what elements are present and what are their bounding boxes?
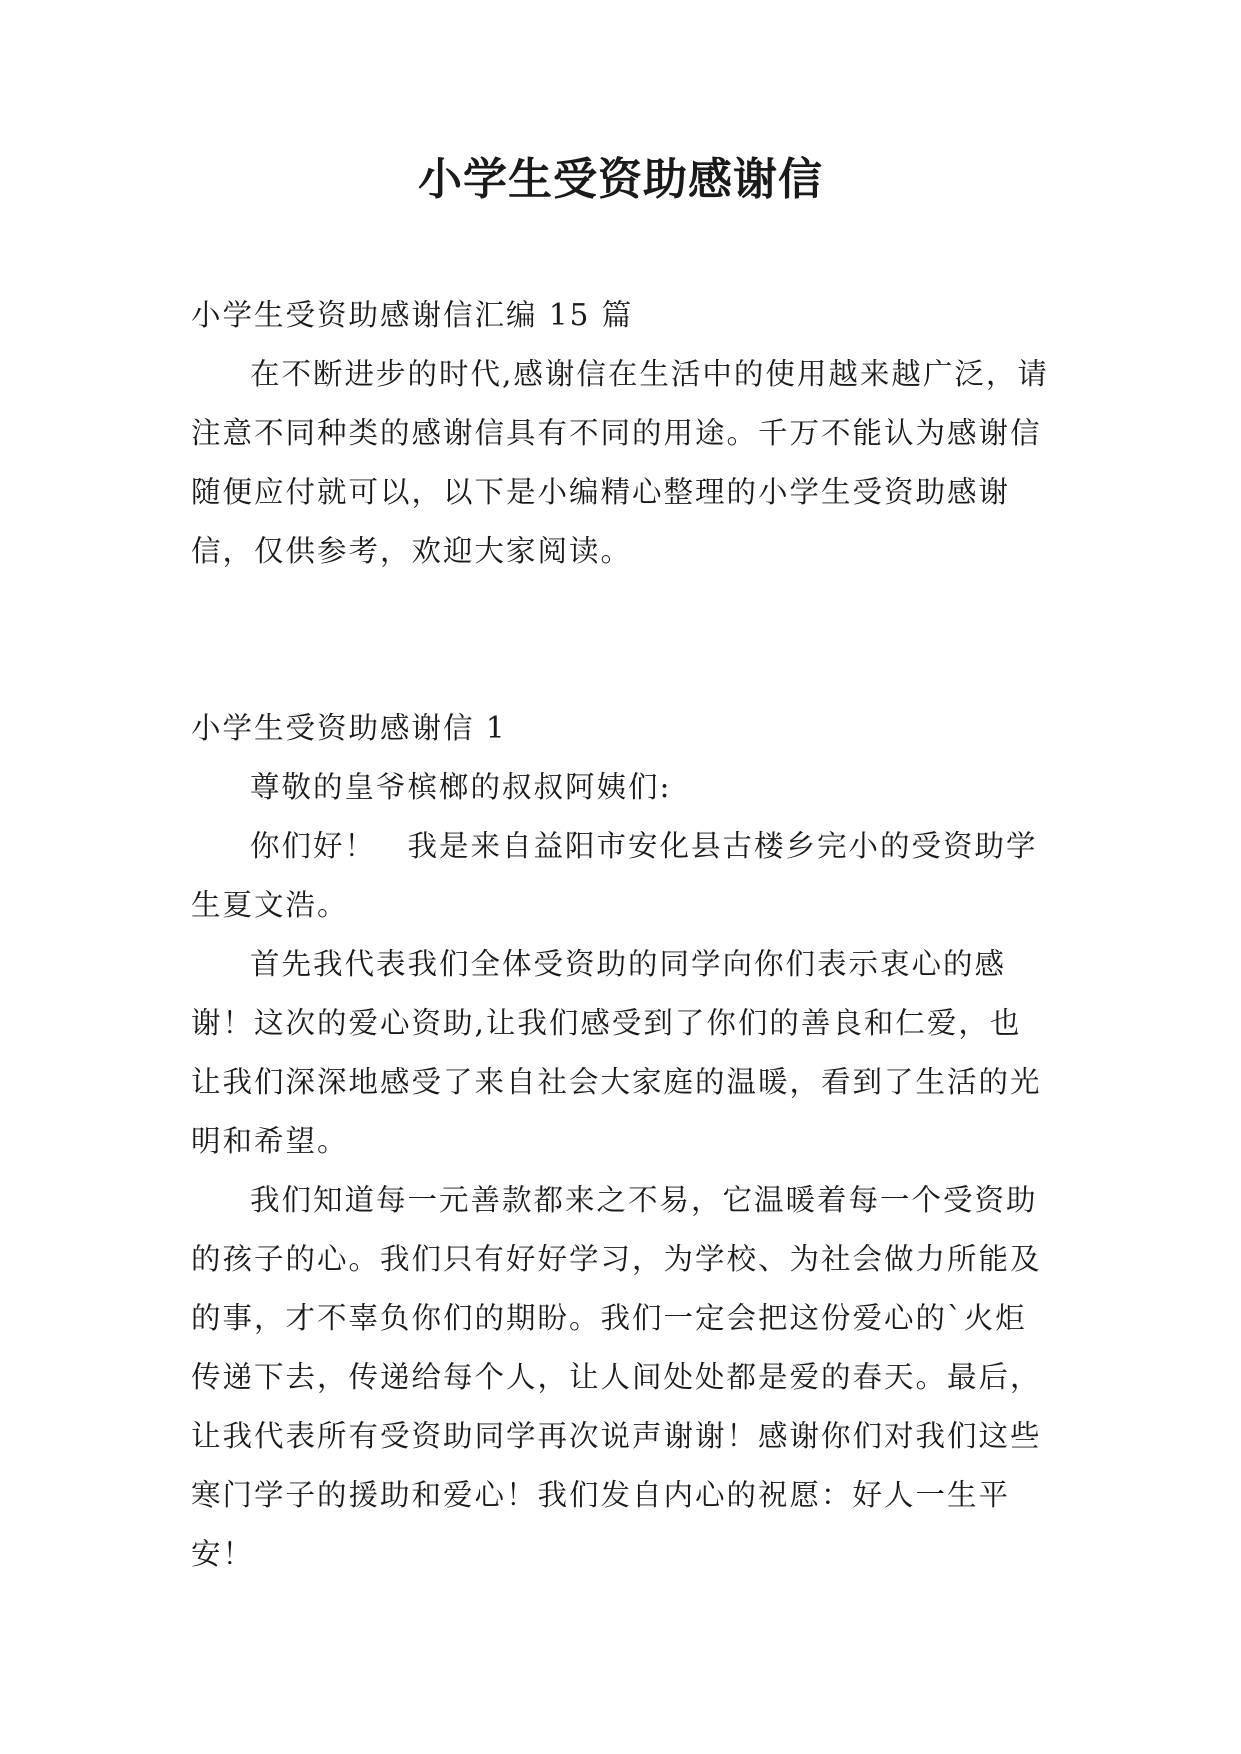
document-body xyxy=(191,286,1051,1584)
intro-paragraph: 在不断进步的时代,感谢信在生活中的使用越来越广泛，请注意不同种类的感谢信具有不同的用途。千万不能认为感谢信随便应付就可以，以下是小编精心整理的小学生受资助感谢信，仅供参考，欢迎大家阅读。 xyxy=(191,357,1049,568)
collection-subtitle: 小学生受资助感谢信汇编 15 篇 xyxy=(191,298,634,332)
salutation: 尊敬的皇爷槟榔的叔叔阿姨们: xyxy=(250,770,672,804)
section-spacer xyxy=(191,581,1051,699)
letter-paragraph: 我们知道每一元善款都来之不易，它温暖着每一个受资助的孩子的心。我们只有好好学习，为学校、为社会做力所能及的事，才不辜负你们的期盼。我们一定会把这份爱心的`火炬传递下去，传递给每个人，让人间处处都是爱的春天。最后，让我代表所有受资助同学再次说声谢谢！感谢你们对我们这些寒门学子的援助和爱心！我们发自内心的祝愿：好人一生平安！ xyxy=(191,1183,1042,1571)
section-heading: 小学生受资助感谢信 1 xyxy=(191,711,507,745)
page-title: 小学生受资助感谢信 xyxy=(418,154,823,205)
letter-paragraph: 你们好！ 我是来自益阳市安化县古楼乡完小的受资助学生夏文浩。 xyxy=(191,829,1038,922)
letter-paragraph: 首先我代表我们全体受资助的同学向你们表示衷心的感谢！这次的爱心资助,让我们感受到了你们的善良和仁爱，也让我们深深地感受了来自社会大家庭的温暖，看到了生活的光明和希望。 xyxy=(191,947,1042,1158)
